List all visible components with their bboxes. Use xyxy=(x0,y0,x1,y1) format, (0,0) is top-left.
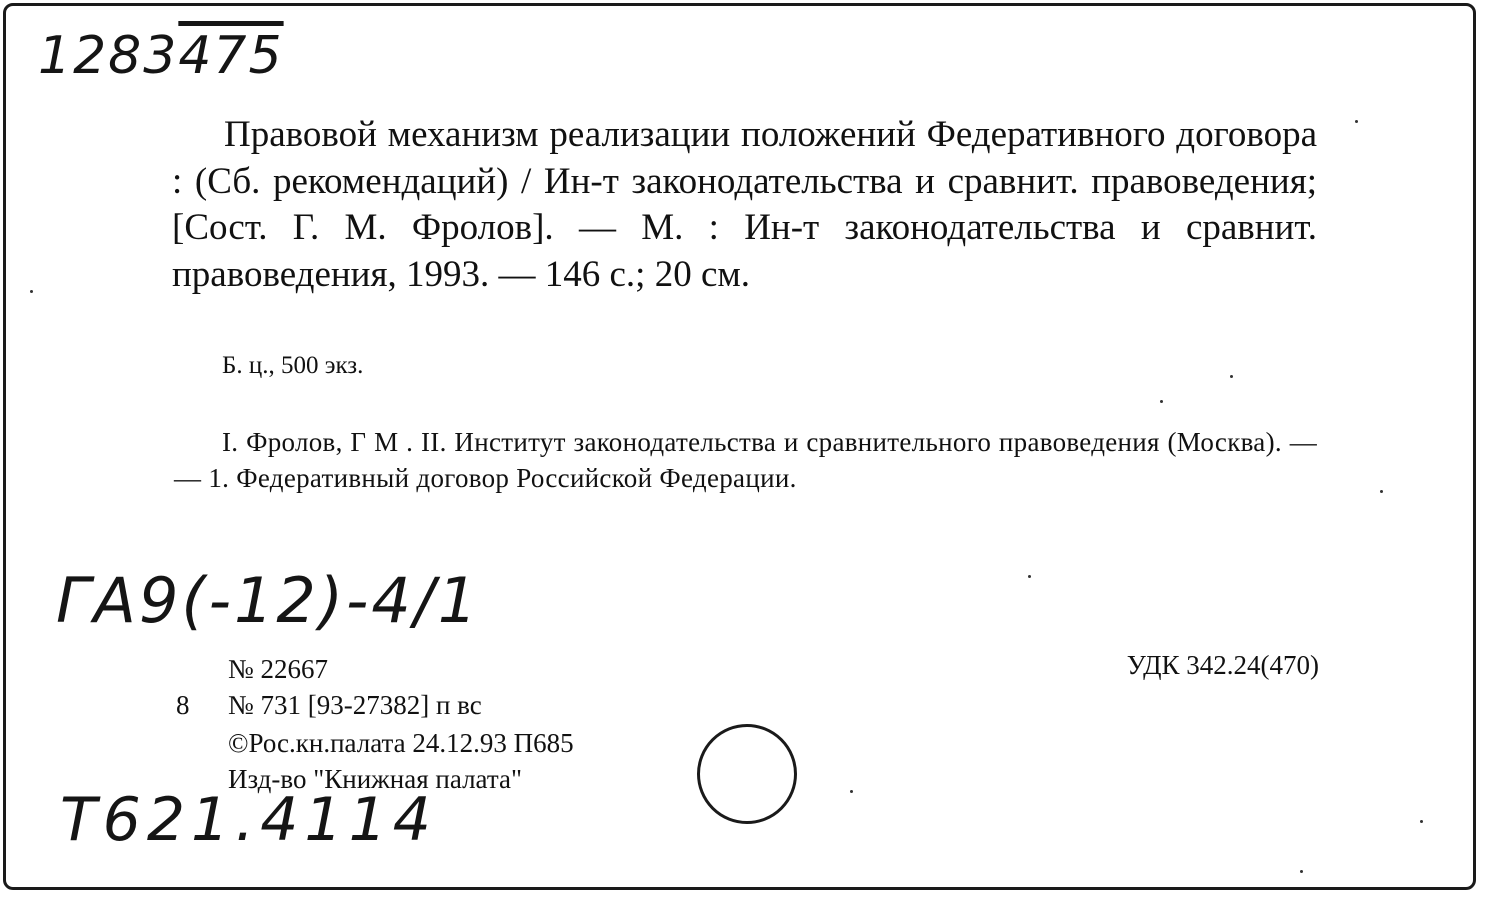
main-bibliographic-entry xyxy=(172,112,1317,298)
speck xyxy=(1300,870,1303,873)
speck xyxy=(1028,575,1031,578)
price-and-print-run: Б. ц., 500 экз. xyxy=(222,352,364,379)
card-publisher: Изд-во "Книжная палата" xyxy=(228,764,522,794)
accession-prefix: 1283 xyxy=(38,26,179,86)
speck xyxy=(30,290,33,293)
card-order-line xyxy=(176,690,482,721)
card-order-text: № 731 [93-27382] п вс xyxy=(228,690,482,720)
speck xyxy=(1420,820,1423,823)
speck xyxy=(1230,375,1233,378)
handwritten-accession-number xyxy=(38,26,284,86)
speck xyxy=(1160,400,1163,403)
book-chamber-imprint: ©Рос.кн.палата 24.12.93 П685 xyxy=(228,728,574,758)
udk-classification: УДК 342.24(470) xyxy=(1126,650,1319,680)
accession-suffix: 475 xyxy=(178,26,284,86)
card-number: № 22667 xyxy=(228,654,329,684)
card-count: 8 xyxy=(176,690,190,720)
tracings xyxy=(174,424,1317,496)
stamp-circle xyxy=(697,724,797,824)
handwritten-shelf-mark: ГА9(-12)-4/1 xyxy=(56,564,481,637)
speck xyxy=(1355,120,1358,123)
handwritten-inventory-mark: Т621.4114 xyxy=(60,785,437,855)
speck xyxy=(850,790,853,793)
main-entry-text: Правовой механизм реализации положений Федеративного договора : (Сб. рекомендаций) / Ин-т законодательства и сравнит. правоведения; [Сост. Г. М. Фролов]. — М. : Ин-т законодательства и сравнит. правоведения, 1993. — 146 с.; 20 см. xyxy=(172,114,1317,295)
tracings-text: I. Фролов, Г М . II. Институт законодательства и сравнительного правоведения (Москва). — — 1. Федеративный договор Российской Федерации. xyxy=(174,427,1317,493)
speck xyxy=(1380,490,1383,493)
